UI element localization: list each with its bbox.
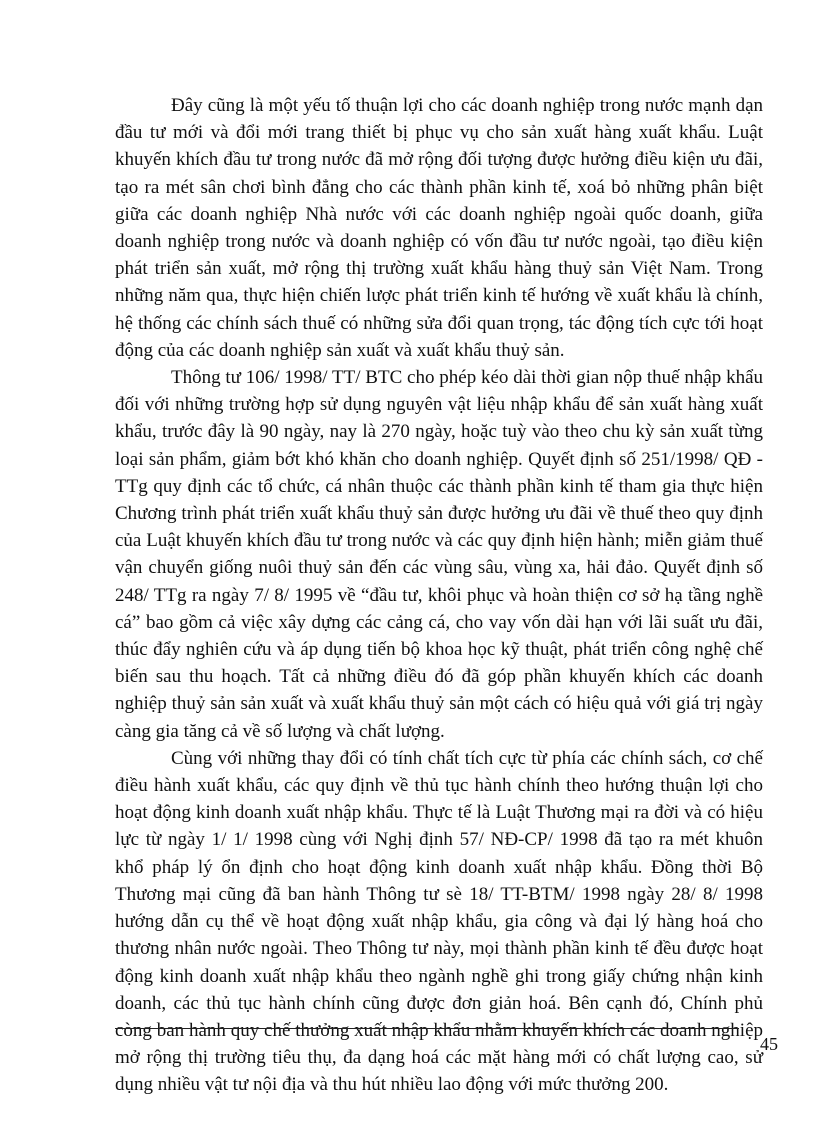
footer-divider bbox=[115, 1028, 739, 1029]
paragraph-3: Cùng với những thay đổi có tính chất tích cực từ phía các chính sách, cơ chế điều hành xuất khẩu, các quy định về thủ tục hành chính theo hướng thuận lợi cho hoạt động kinh doanh xuất nhập khẩu. Thực tế là Luật Thương mại ra đời và có hiệu lực từ ngày 1/ 1/ 1998 cùng với Nghị định 57/ NĐ-CP/ 1998 đã tạo ra mét khuôn khổ pháp lý ổn định cho hoạt động kinh doanh xuất nhập khẩu. Đồng thời Bộ Thương mại cũng đã ban hành Thông tư sè 18/ TT-BTM/ 1998 ngày 28/ 8/ 1998 hướng dẫn cụ thể về hoạt động xuất nhập khẩu, gia công và đại lý hàng hoá cho thương nhân nước ngoài. Theo Thông tư này, mọi thành phần kinh tế đều được hoạt động kinh doanh xuất nhập khẩu theo ngành nghề ghi trong giấy chứng nhận kinh doanh, các thủ tục hành chính cũng được đơn giản hoá. Bên cạnh đó, Chính phủ còng ban hành quy chế thưởng xuất nhập khẩu nhằm khuyến khích các doanh nghiệp mở rộng thị trường tiêu thụ, đa dạng hoá các mặt hàng mới có chất lượng cao, sử dụng nhiều vật tư nội địa và thu hút nhiều lao động với mức thưởng 200. bbox=[115, 747, 763, 1096]
paragraph-1: Đây cũng là một yếu tố thuận lợi cho các doanh nghiệp trong nước mạnh dạn đầu tư mới và đổi mới trang thiết bị phục vụ cho sản xuất hàng xuất khẩu. Luật khuyến khích đầu tư trong nước đã mở rộng đối tượng được hưởng điều kiện ưu đãi, tạo ra mét sân chơi bình đẳng cho các thành phần kinh tế, xoá bỏ những phân biệt giữa các doanh nghiệp Nhà nước với các doanh nghiệp ngoài quốc doanh, giữa doanh nghiệp trong nước và doanh nghiệp có vốn đầu tư nước ngoài, tạo điều kiện phát triển sản xuất, mở rộng thị trường xuất khẩu hàng thuỷ sản Việt Nam. Trong những năm qua, thực hiện chiến lược phát triển kinh tế hướng về xuất khẩu là chính, hệ thống các chính sách thuế có những sửa đổi quan trọng, tác động tích cực tới hoạt động của các doanh nghiệp sản xuất và xuất khẩu thuỷ sản. bbox=[115, 95, 763, 361]
page-body bbox=[115, 92, 763, 1099]
page-number: 45 bbox=[760, 1034, 778, 1054]
paragraph-2: Thông tư 106/ 1998/ TT/ BTC cho phép kéo dài thời gian nộp thuế nhập khẩu đối với những trường hợp sử dụng nguyên vật liệu nhập khẩu để sản xuất hàng xuất khẩu, trước đây là 90 ngày, nay là 270 ngày, hoặc tuỳ vào theo chu kỳ sản xuất từng loại sản phẩm, giảm bớt khó khăn cho doanh nghiệp. Quyết định số 251/1998/ QĐ - TTg quy định các tổ chức, cá nhân thuộc các thành phần kinh tế tham gia thực hiện Chương trình phát triển xuất khẩu thuỷ sản được hưởng ưu đãi về thuế theo quy định của Luật khuyến khích đầu tư trong nước và các quy định hiện hành; miễn giảm thuế vận chuyển giống nuôi thuỷ sản đến các vùng sâu, vùng xa, hải đảo. Quyết định số 248/ TTg ra ngày 7/ 8/ 1995 về “đầu tư, khôi phục và hoàn thiện cơ sở hạ tầng nghề cá” bao gồm cả việc xây dựng các cảng cá, cho vay vốn dài hạn với lãi suất ưu đãi, thúc đẩy nghiên cứu và áp dụng tiến bộ khoa học kỹ thuật, phát triển công nghệ chế biến sau thu hoạch. Tất cả những điều đó đã góp phần khuyến khích các doanh nghiệp thuỷ sản sản xuất và xuất khẩu thuỷ sản một cách có hiệu quả với giá trị ngày càng gia tăng cả về số lượng và chất lượng. bbox=[115, 367, 763, 742]
